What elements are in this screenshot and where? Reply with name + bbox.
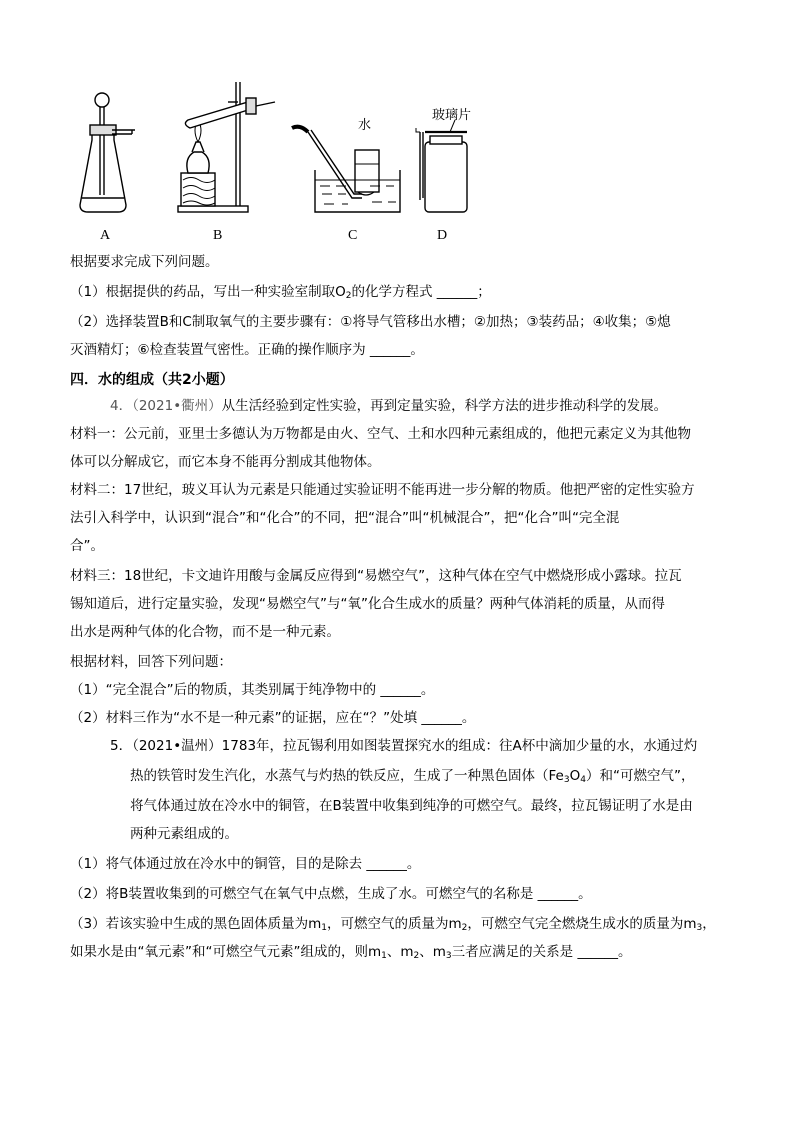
label-water: 水 (358, 118, 372, 133)
question-4-stem: 4．（2021•衢州）从生活经验到定性实验，再到定量实验，科学方法的进步推动科学的发展。 (110, 398, 668, 414)
material-3-line3: 出水是两种气体的化合物，而不是一种元素。 (70, 624, 340, 640)
question-5-2: （2）将B装置收集到的可燃空气在氧气中点燃，生成了水。可燃空气的名称是 ______。 (70, 886, 592, 902)
question-5-3-line2: 如果水是由“氧元素”和“可燃空气元素”组成的，则$m_1$、$m_2$、$m_3$三者应满足的关系是 ______。 (70, 944, 632, 961)
question-5-line1: 5．（2021•温州）1783年，拉瓦锡利用如图装置探究水的组成：往A杯中滴加少量的水，水通过灼 (110, 738, 698, 754)
question-4-intro: 根据材料，回答下列问题： (70, 654, 232, 670)
label-a: A (100, 228, 111, 243)
label-b: B (213, 228, 223, 243)
question-3-2-line1: （2）选择装置B和C制取氧气的主要步骤有：①将导气管移出水槽；②加热；③装药品；④收集；⑤熄 (70, 314, 671, 330)
label-d: D (437, 228, 448, 243)
question-4-2: （2）材料三作为“水不是一种元素”的证据，应在“？”处填 ______。 (70, 710, 476, 726)
question-5-line4: 两种元素组成的。 (130, 826, 238, 842)
question-3-2-line2: 灭酒精灯；⑥检查装置气密性。正确的操作顺序为 ______。 (70, 342, 424, 358)
material-2-line2: 法引入科学中，认识到“混合”和“化合”的不同，把“混合”叫“机械混合”，把“化合”叫“完全混 (70, 510, 620, 526)
material-2-line3: 合”。 (70, 538, 104, 554)
material-3-line1: 材料三：18世纪，卡文迪许用酸与金属反应得到“易燃空气”，这种气体在空气中燃烧形成小露球。拉瓦 (70, 568, 682, 584)
question-3-1: （1）根据提供的药品，写出一种实验室制取$O_2$的化学方程式 ______； (70, 284, 491, 301)
material-1-line2: 体可以分解成它，而它本身不能再分割成其他物体。 (70, 454, 381, 470)
apparatus-b (178, 82, 275, 212)
apparatus-figure (70, 80, 510, 250)
question-4-1: （1）“完全混合”后的物质，其类别属于纯净物中的 ______。 (70, 682, 435, 698)
section-title: 四．水的组成（共2小题） (70, 372, 234, 388)
material-3-line2: 锡知道后，进行定量实验，发现“易燃空气”与“氧”化合生成水的质量？两种气体消耗的质量，从而得 (70, 596, 665, 612)
label-c: C (348, 228, 358, 243)
label-glass-plate: 玻璃片 (432, 108, 472, 123)
question-5-3-line1: （3）若该实验中生成的黑色固体质量为$m_1$，可燃空气的质量为$m_2$，可燃空气完全燃烧生成水的质量为$m_3$， (70, 916, 716, 933)
material-2-line1: 材料二：17世纪，玻义耳认为元素是只能通过实验证明不能再进一步分解的物质。他把严密的定性实验方 (70, 482, 695, 498)
question-5-line2: 热的铁管时发生汽化，水蒸气与灼热的铁反应，生成了一种黑色固体$(Fe_3O_4)$和“可燃空气”， (130, 768, 695, 785)
material-1-line1: 材料一：公元前，亚里士多德认为万物都是由火、空气、土和水四种元素组成的，他把元素定义为其他物 (70, 426, 691, 442)
instruction-line: 根据要求完成下列问题。 (70, 254, 219, 270)
question-5-1: （1）将气体通过放在冷水中的铜管，目的是除去 ______。 (70, 856, 421, 872)
apparatus-a (80, 93, 135, 212)
apparatus-c (292, 127, 400, 212)
question-5-line3: 将气体通过放在冷水中的铜管，在B装置中收集到纯净的可燃空气。最终，拉瓦锡证明了水是由 (130, 798, 693, 814)
